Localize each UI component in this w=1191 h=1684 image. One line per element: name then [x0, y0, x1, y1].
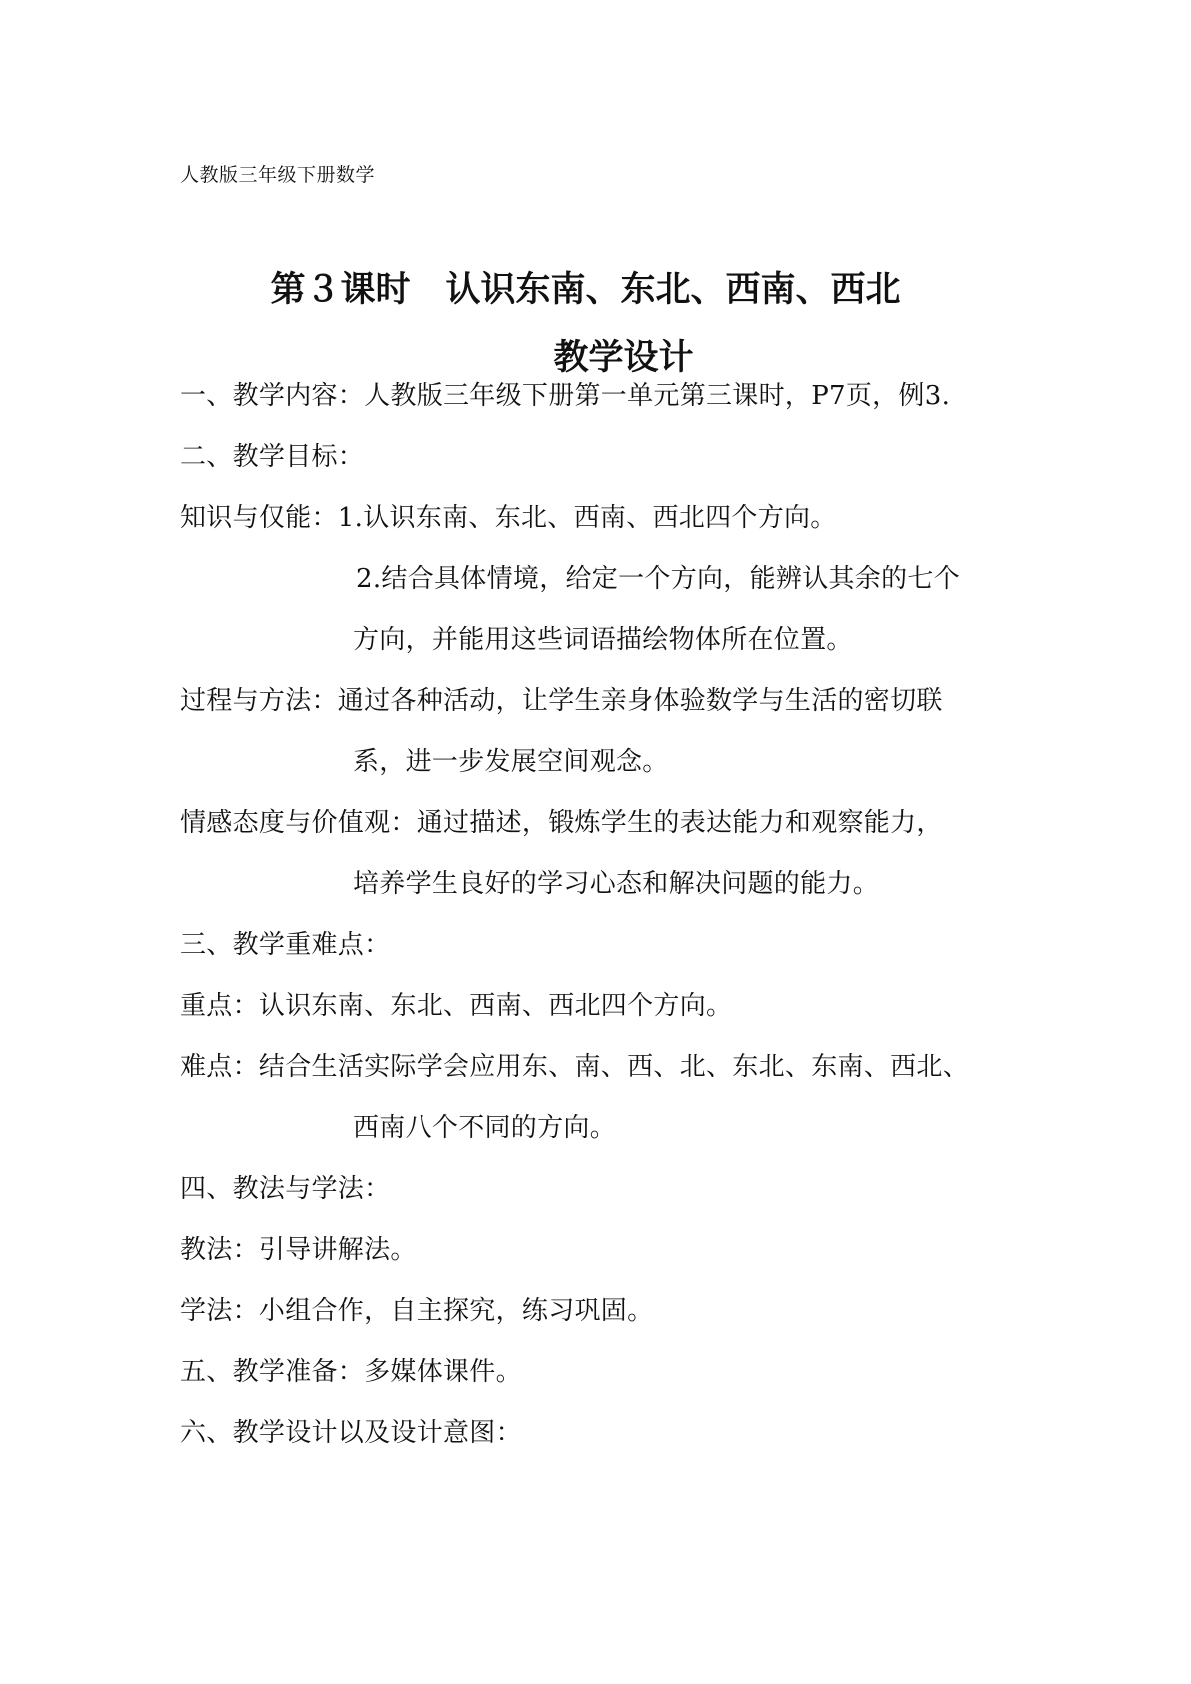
section-methods: 四、教法与学法：	[180, 1174, 391, 1204]
teaching-method: 教法：引导讲解法。	[180, 1235, 417, 1265]
goal-knowledge-1: 知识与仅能：1.认识东南、东北、西南、西北四个方向。	[180, 503, 837, 533]
lesson-title: 第３课时 认识东南、东北、西南、西北	[270, 269, 901, 310]
key-point: 重点：认识东南、东北、西南、西北四个方向。	[180, 991, 733, 1021]
doc-header: 人教版三年级下册数学	[180, 164, 376, 186]
goal-emotion: 情感态度与价值观：通过描述，锻炼学生的表达能力和观察能力，	[180, 808, 943, 838]
goal-knowledge-2: 2.结合具体情境，给定一个方向，能辨认其余的七个	[356, 564, 961, 594]
section-preparation: 五、教学准备：多媒体课件。	[180, 1357, 522, 1387]
goal-process: 过程与方法：通过各种活动，让学生亲身体验数学与生活的密切联	[180, 686, 943, 716]
section-teaching-goals: 二、教学目标：	[180, 442, 365, 472]
learning-method: 学法：小组合作，自主探究，练习巩固。	[180, 1296, 654, 1326]
goal-emotion-cont: 培养学生良好的学习心态和解决问题的能力。	[353, 869, 880, 899]
section-design: 六、教学设计以及设计意图：	[180, 1418, 522, 1448]
difficult-point-cont: 西南八个不同的方向。	[353, 1113, 617, 1143]
section-teaching-content: 一、教学内容：人教版三年级下册第一单元第三课时，P7页，例3.	[180, 381, 951, 411]
goal-process-cont: 系，进一步发展空间观念。	[353, 747, 669, 777]
goal-knowledge-2-cont: 方向，并能用这些词语描绘物体所在位置。	[353, 625, 853, 655]
section-key-difficult: 三、教学重难点：	[180, 930, 391, 960]
difficult-point: 难点：结合生活实际学会应用东、南、西、北、东北、东南、西北、	[180, 1052, 970, 1082]
lesson-subtitle: 教学设计	[553, 337, 694, 378]
